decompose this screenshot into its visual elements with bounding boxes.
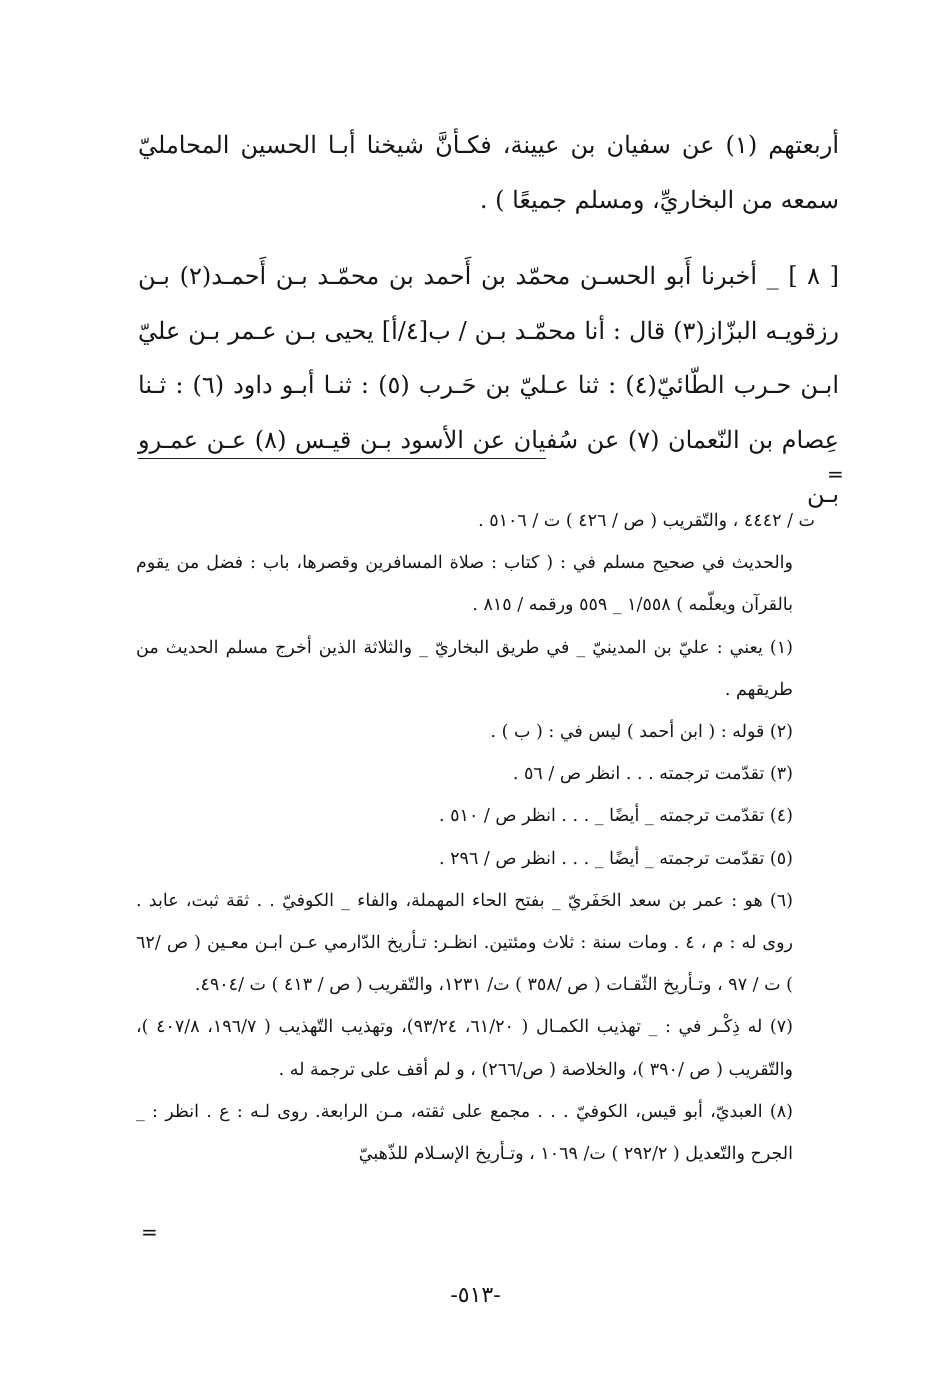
- footnote-continuation-2: والحديث في صحيح مسلم في : ( كتاب : صلاة المسافرين وقصرها، باب : فضل من يقوم بالقرآن ويعلّمه ) ١/٥٥٨ _ ٥٥٩ ورقمه / ٨١٥ .: [136, 553, 793, 616]
- main-paragraph-2: [ ٨ ] _ أخبرنا أَبو الحسـن محمّد بن أَحمد بن محمّـد بـن أَحمـد(٢) بـن رزقويـه البزّاز(٣) قال : أنا محمّـد بـن / ب[٤/أ] يحيى بـن عـمر بـن عليّ ابـن حـرب الطّائيّ(٤) : ثنا عـليّ بن حَـرب (٥) : ثنـا أبـو داود (٦) : ثـنا عِصام بن النّعمان (٧) عن سُفيان عن الأسود بـن قيـس (٨) عـن عمـرو بـن: [138, 262, 840, 508]
- footnote-8: (٨) العبديّ، أبو قيس، الكوفيّ . . . مجمع على ثقته، مـن الرابعة. روى لـه : ع . انظر : _ الجرح والتّعديل ( ٢٩٢/٢ ) ت/ ١٠٦٩ ، وتـأريخ الإسـلام للذّهبيّ: [136, 1101, 793, 1165]
- footnote-5: (٥) تقدّمت ترجمته _ أيضًا _ . . . انظر ص / ٢٩٦ .: [439, 848, 793, 869]
- footnote-7: (٧) له ذِكْـر في : _ تهذيب الكمـال ( ٦١/٢٠، ٩٣/٢٤)، وتهذيب التّهذيب ( ١٩٦/٧، ٤٠٧/٨ )، والتّقريب ( ص /٣٩٠ )، والخلاصة ( ص/٢٦٦) ، و لم أقف على ترجمة له .: [136, 1017, 793, 1080]
- main-text: [138, 118, 839, 522]
- footnote-continuation-1: ت / ٤٤٤٢ ، والتّقريب ( ص / ٤٢٦ ) ت / ٥١٠٦ .: [478, 511, 815, 531]
- main-paragraph-1: أربعتهم (١) عن سفيان بن عيينة، فكـأنَّ شيخنا أبـا الحسين المحامليّ سمعه من البخاريِّ، ومسلم جميعًا ) .: [138, 131, 839, 214]
- footnote-3: (٣) تقدّمت ترجمته . . . انظر ص / ٥٦ .: [512, 764, 793, 785]
- continuation-mark-top: =: [827, 462, 844, 486]
- footnote-separator: [138, 458, 546, 459]
- footnote-1: (١) يعني : عليّ بن المدينيّ _ في طريق البخاريّ _ والثلاثة الذين أخرج مسلم الحديث من طريقهم .: [136, 637, 793, 700]
- page-number: -٥١٣-: [450, 1283, 501, 1308]
- continuation-mark-bottom: =: [141, 1220, 158, 1244]
- footnotes: [136, 500, 815, 1175]
- footnote-4: (٤) تقدّمت ترجمته _ أيضًا _ . . . انظر ص / ٥١٠ .: [439, 806, 793, 827]
- footnote-6: (٦) هو : عمر بن سعد الحَفَريّ _ بفتح الحاء المهملة، والفاء _ الكوفيّ . . ثقة ثبت، عابد . روى له : م ، ٤ . ومات سنة : ثلاث ومئتين. انظـر: تـأريخ الدّارمي عـن ابـن معـين ( ص /٦٢ ) ت / ٩٧ ، وتـأريخ الثّقـات ( ص /٣٥٨ ) ت/ ١٢٣١، والتّقريب ( ص / ٤١٣ ) ت /٤٩٠٤.: [136, 890, 793, 996]
- footnote-2: (٢) قوله : ( ابن أحمد ) ليس في : ( ب ) .: [490, 722, 793, 743]
